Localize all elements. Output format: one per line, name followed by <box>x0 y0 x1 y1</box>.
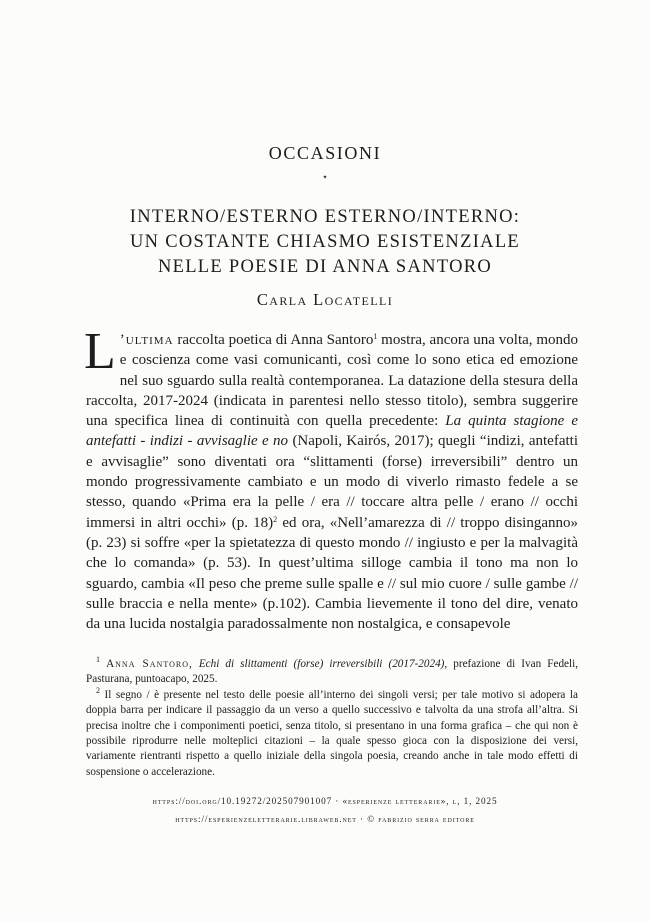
footnote-1-mark: 1 <box>96 655 100 664</box>
body-segment-4: ed ora, «Nell’amarezza di // troppo disinganno» (p. 23) si soffre «per la spietatezza di questo mondo // ingiusto e per la malvagità che lo comanda» (p. 53). In quest’ultima silloge cambia il tono ma non lo sguardo, cambia «Il peso che preme sulle spalle e // sul mio cuore / sulle gambe // sulle braccia e nella mente» (p.102). Cambia lievemente il tono del dire, venato da una lucida nostalgia paradossalmente non nostalgica, e consapevole <box>86 514 578 633</box>
title-line-3: NELLE POESIE DI ANNA SANTORO <box>157 257 493 277</box>
book-title-italic: La quinta stagione e antefatti - indizi - avvisaglie e no <box>86 413 579 450</box>
title-line-1: INTERNO/ESTERNO ESTERNO/INTERNO: <box>129 207 521 227</box>
article-author: Carla Locatelli <box>256 290 394 309</box>
footnote-ref-2[interactable]: 2 <box>273 514 278 524</box>
body-text <box>84 323 579 634</box>
footnote-1-title: Echi di slittamenti (forse) irreversibili (2017-2024) <box>198 658 445 670</box>
footnote-ref-1[interactable]: 1 <box>373 332 378 341</box>
article-title <box>60 205 590 280</box>
footnote-1-author: Anna Santoro, <box>106 658 193 670</box>
publisher-footer[interactable]: https://esperienzeletterarie.libraweb.net · © fabrizio serra editore <box>175 814 475 824</box>
body-segment-3: (Napoli, Kairós, 2017); quegli “indizi, antefatti e avvisaglie” sono diventati ora “slittamenti (forse) irreversibili” dentro un mondo progressivamente cambiato e un modo di viverlo rimasto fedele a se stesso, quando «Prima era la pelle / era // toccare altra pelle / erano // occhi immersi in altri occhi» (p. 18) <box>86 433 579 531</box>
doi-footer[interactable]: https://doi.org/10.19272/202507901007 · «esperienze letterarie», l, 1, 2025 <box>152 796 498 806</box>
section-heading: OCCASIONI <box>268 143 382 163</box>
footnote-2-text: Il segno / è presente nel testo delle poesie all’interno dei singoli versi; per tale motivo si adopera la doppia barra per indicare il passaggio da un verso a quello successivo e talvolta da una strofa all’altra. Si precisa inoltre che i componimenti poetici, senza titolo, si presentano in una forma grafica – che qui non è possibile riprodurre nelle molteplici citazioni – la quale spesso gioca con la disposizione dei versi, variamente rientranti rispetto a quello iniziale della singola poesia, creando anche in tale modo effetti di sospensione o accelerazione. <box>86 688 578 778</box>
footnote-1-text: , prefazione di Ivan Fedeli, Pasturana, puntoacapo, 2025. <box>86 658 579 686</box>
footnote-2 <box>86 685 578 780</box>
title-line-2: UN COSTANTE CHIASMO ESISTENZIALE <box>129 232 521 252</box>
body-segment-1: raccolta poetica di Anna Santoro <box>173 332 374 348</box>
footnotes <box>86 657 578 780</box>
drop-cap: L <box>84 323 116 380</box>
footnote-1 <box>86 657 578 688</box>
opening-small-caps: ’ultima <box>119 332 174 348</box>
footnote-2-mark: 2 <box>96 685 100 695</box>
ornament-star: ⋆ <box>321 172 329 183</box>
body-segment-2: mostra, ancora una volta, mondo e coscienza come vasi comunicanti, così come lo sono etica ed emozione nel suo sguardo sulla realtà contemporanea. La datazione della stesura della raccolta, 2017-2024 (indicata in parentesi nello stesso titolo), sembra suggerire una specifica linea di continuità con quella precedente: <box>86 332 578 430</box>
